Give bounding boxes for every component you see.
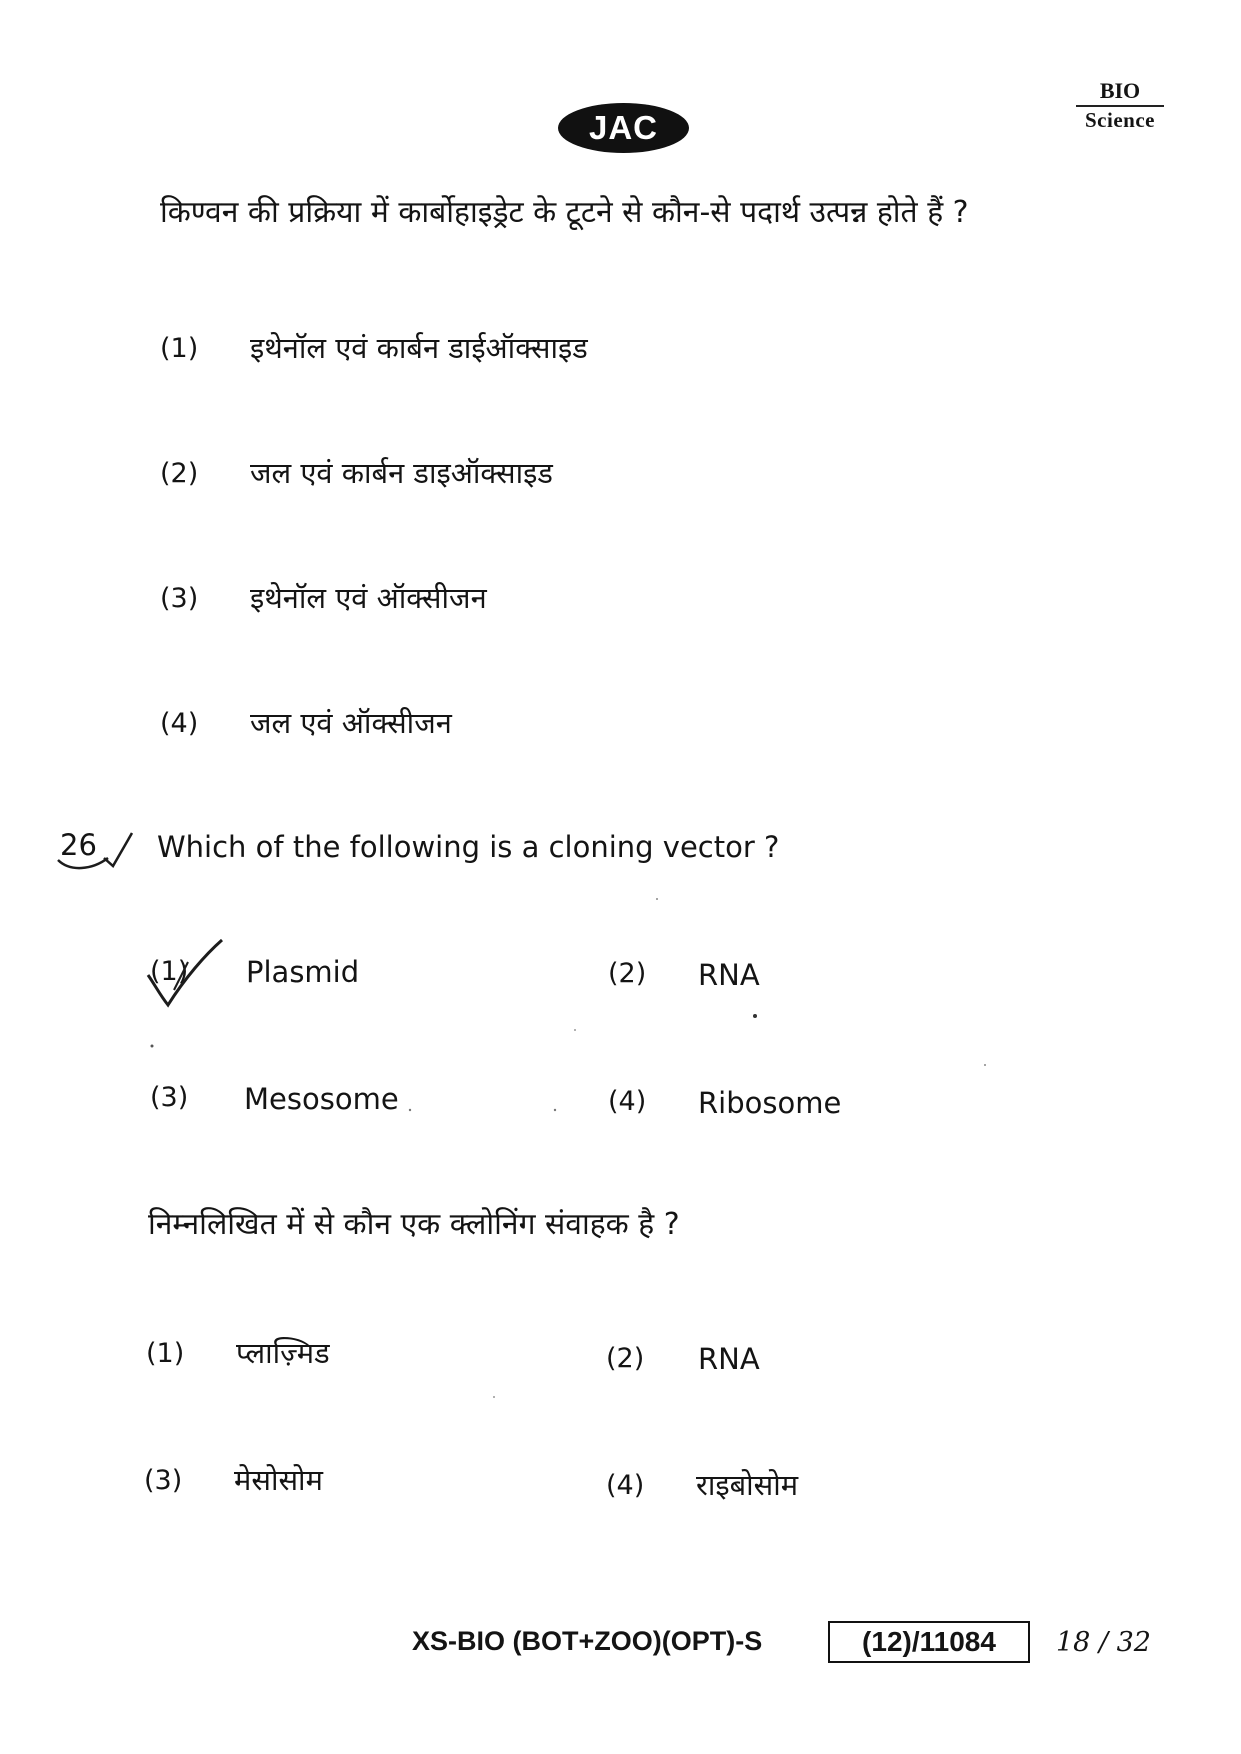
q26-en-option-2-text: RNA xyxy=(698,958,760,992)
logo-text: JAC xyxy=(588,109,659,146)
subject-label xyxy=(1070,80,1170,131)
speck xyxy=(753,1014,757,1018)
q26-en-option-4-text: Ribosome xyxy=(698,1086,842,1120)
q26-hi-option-3-text: मेसोसोम xyxy=(234,1463,323,1497)
q26-en-option-1-text: Plasmid xyxy=(246,955,360,989)
subject-top: BIO xyxy=(1076,80,1164,107)
q26-hindi-question: निम्नलिखित में से कौन एक क्लोनिंग संवाहक है ? xyxy=(148,1207,680,1242)
paper-code: XS-BIO (BOT+ZOO)(OPT)-S xyxy=(412,1626,763,1656)
speck xyxy=(493,1396,495,1398)
q25-option-4-num: (4) xyxy=(160,708,199,739)
q25-option-4-text: जल एवं ऑक्सीजन xyxy=(250,706,452,740)
q26-en-option-3-text: Mesosome xyxy=(244,1082,399,1116)
q26-number: 26 xyxy=(60,828,97,862)
paper-box-code xyxy=(828,1621,1030,1663)
q26-en-option-1-num: (1) xyxy=(150,956,189,987)
q25-option-3-num: (3) xyxy=(160,583,199,614)
speck xyxy=(984,1064,986,1066)
q26-hi-option-2-num: (2) xyxy=(606,1343,645,1374)
q26-en-option-2-num: (2) xyxy=(608,958,647,989)
q26-en-option-4-num: (4) xyxy=(608,1086,647,1117)
q25-option-3-text: इथेनॉल एवं ऑक्सीजन xyxy=(250,581,487,615)
speck xyxy=(151,1045,154,1048)
speck xyxy=(656,898,658,900)
q26-hi-option-4-text: राइबोसोम xyxy=(696,1468,799,1502)
q26-en-option-3-num: (3) xyxy=(150,1082,189,1113)
q26-hi-option-3-num: (3) xyxy=(144,1465,183,1496)
subject-bottom: Science xyxy=(1085,108,1155,132)
speck xyxy=(409,1109,411,1111)
q26-question-en: Which of the following is a cloning vector ? xyxy=(157,830,780,864)
q26-hi-option-1-text: प्लाज़्मिड xyxy=(236,1336,330,1370)
speck xyxy=(574,1029,576,1031)
q26-tick-mark xyxy=(104,833,132,866)
speck xyxy=(554,1109,556,1111)
q25-hindi-question: किण्वन की प्रक्रिया में कार्बोहाइड्रेट के टूटने से कौन-से पदार्थ उत्पन्न होते हैं ? xyxy=(160,195,969,230)
q25-option-1-num: (1) xyxy=(160,333,199,364)
jac-logo xyxy=(558,103,689,153)
paper-box-code-text: (12)/11084 xyxy=(862,1626,996,1657)
q25-option-2-text: जल एवं कार्बन डाइऑक्साइड xyxy=(250,456,553,490)
page-number: 18 / 32 xyxy=(1056,1627,1151,1658)
q25-option-2-num: (2) xyxy=(160,458,199,489)
q26-hi-option-1-num: (1) xyxy=(146,1338,185,1369)
q26-hi-option-2-text: RNA xyxy=(698,1342,760,1376)
q26-hi-option-4-num: (4) xyxy=(606,1470,645,1501)
q25-option-1-text: इथेनॉल एवं कार्बन डाईऑक्साइड xyxy=(250,331,588,365)
